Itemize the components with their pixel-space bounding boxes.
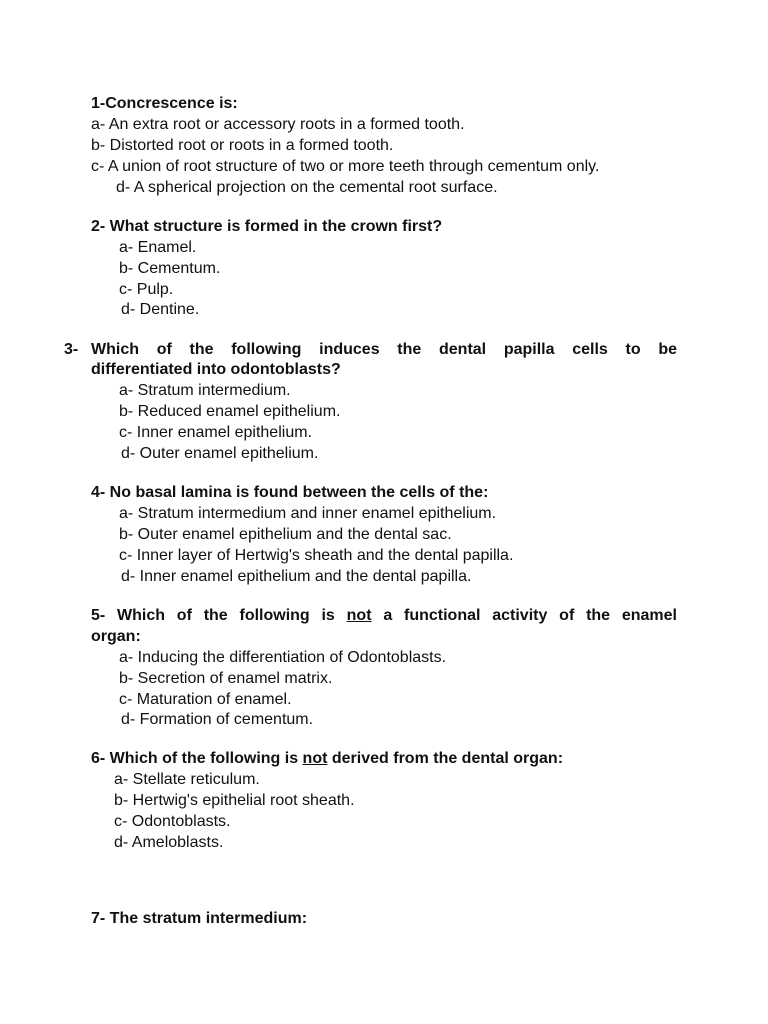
q5-option-d: d- Formation of cementum.: [121, 711, 314, 728]
q5-option-a: a- Inducing the differentiation of Odontoblasts.: [119, 649, 447, 666]
q3-option-c: c- Inner enamel epithelium.: [119, 424, 312, 441]
question-5-line-1: [91, 605, 677, 626]
q4-option-b: b- Outer enamel epithelium and the dental sac.: [119, 526, 452, 543]
question-6: [91, 749, 563, 769]
q5-option-c: c- Maturation of enamel.: [119, 691, 292, 708]
q1-option-b: b- Distorted root or roots in a formed tooth.: [91, 137, 394, 154]
q6-option-b: b- Hertwig's epithelial root sheath.: [114, 792, 355, 809]
q2-option-b: b- Cementum.: [119, 260, 221, 277]
question-5-line-2: organ:: [91, 628, 141, 645]
question-3-line-1: Which of the following induces the dental papilla cells to be: [91, 341, 677, 358]
question-7: 7- The stratum intermedium:: [91, 910, 308, 927]
q6-option-c: c- Odontoblasts.: [114, 813, 231, 830]
q6-option-d: d- Ameloblasts.: [114, 834, 224, 851]
question-5-text-pre: 5- Which of the following is: [91, 607, 335, 624]
q1-option-c: c- A union of root structure of two or more teeth through cementum only.: [91, 158, 600, 175]
q3-option-d: d- Outer enamel epithelium.: [121, 445, 319, 462]
question-3-line-2: differentiated into odontoblasts?: [91, 361, 341, 378]
question-3-number: 3-: [64, 341, 79, 358]
q4-option-a: a- Stratum intermedium and inner enamel epithelium.: [119, 505, 497, 522]
question-6-text-post: derived from the dental organ:: [331, 750, 564, 767]
question-6-underlined-not: not: [302, 750, 328, 767]
q4-option-d: d- Inner enamel epithelium and the dental papilla.: [121, 568, 472, 585]
q1-option-a: a- An extra root or accessory roots in a formed tooth.: [91, 116, 465, 133]
question-1: 1-Concrescence is:: [91, 95, 238, 112]
q5-option-b: b- Secretion of enamel matrix.: [119, 670, 333, 687]
q1-option-d: d- A spherical projection on the cemental root surface.: [116, 179, 498, 196]
q4-option-c: c- Inner layer of Hertwig's sheath and the dental papilla.: [119, 547, 514, 564]
q2-option-c: c- Pulp.: [119, 281, 174, 298]
q2-option-d: d- Dentine.: [121, 301, 200, 318]
question-4: 4- No basal lamina is found between the cells of the:: [91, 484, 489, 501]
question-6-text-pre: 6- Which of the following is: [91, 750, 299, 767]
q3-option-a: a- Stratum intermedium.: [119, 382, 291, 399]
question-5-text-post: a functional activity of the enamel: [383, 607, 677, 624]
q6-option-a: a- Stellate reticulum.: [114, 771, 260, 788]
question-5-underlined-not: not: [346, 607, 372, 624]
question-2: 2- What structure is formed in the crown first?: [91, 218, 443, 235]
q3-option-b: b- Reduced enamel epithelium.: [119, 403, 341, 420]
q2-option-a: a- Enamel.: [119, 239, 197, 256]
